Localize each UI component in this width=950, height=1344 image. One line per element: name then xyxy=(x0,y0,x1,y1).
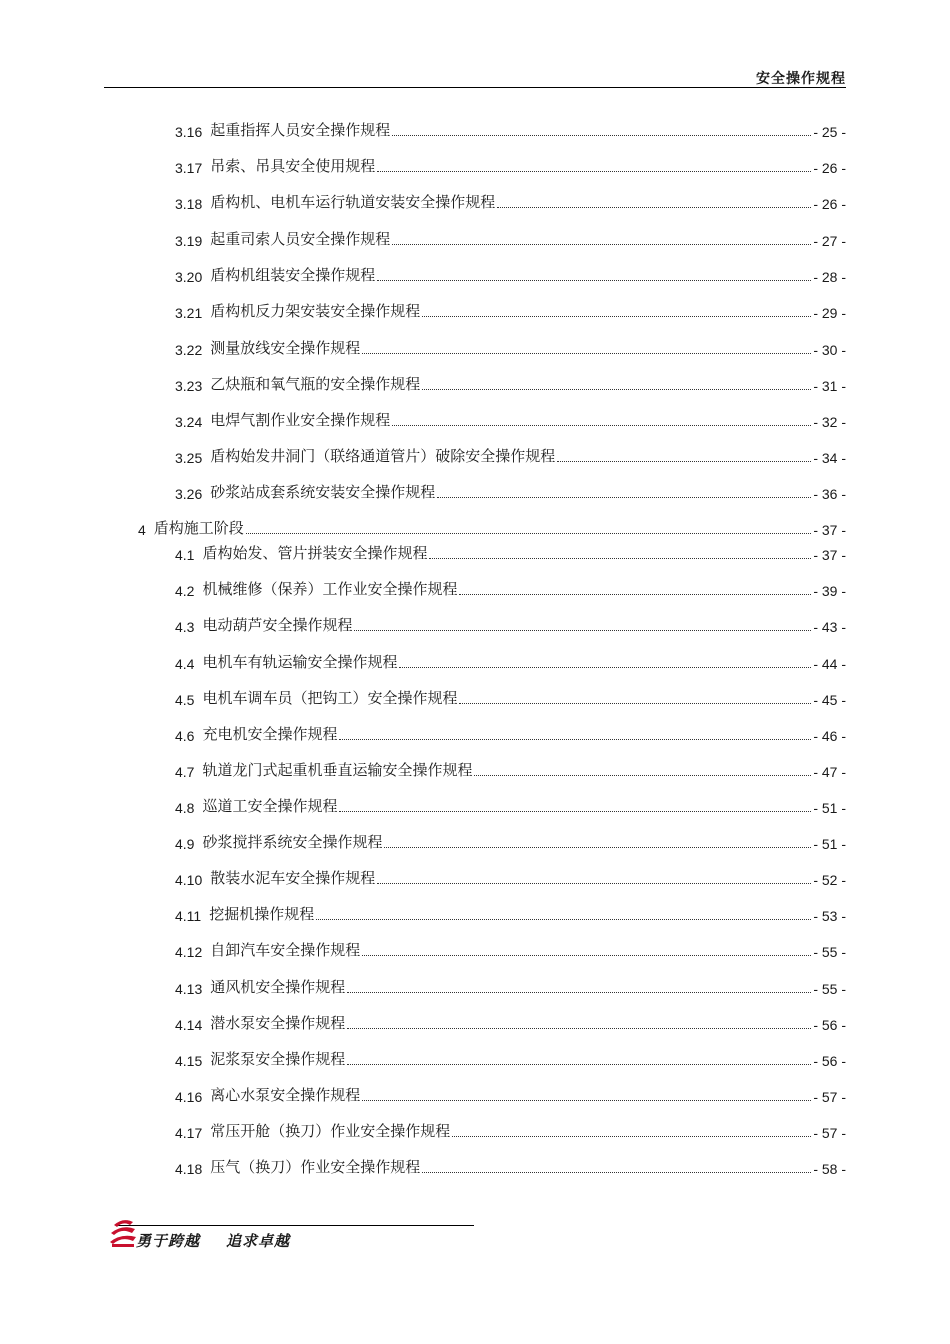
toc-entry-number: 4.13 xyxy=(175,981,203,997)
toc-dot-leader xyxy=(459,703,811,704)
toc-entry-title: 砂浆搅拌系统安全操作规程 xyxy=(202,833,383,851)
toc-dot-leader xyxy=(362,955,811,956)
toc-entry-page: - 46 - xyxy=(813,728,846,744)
toc-entry[interactable] xyxy=(138,518,846,538)
toc-entry-number: 3.23 xyxy=(175,378,203,394)
toc-entry-title: 电动葫芦安全操作规程 xyxy=(202,616,353,634)
toc-entry-title: 电机车有轨运输安全操作规程 xyxy=(202,653,398,671)
toc-entry-title: 起重司索人员安全操作规程 xyxy=(210,230,391,248)
toc-entry[interactable] xyxy=(175,301,846,321)
toc-entry-number: 3.18 xyxy=(175,196,203,212)
toc-dot-leader xyxy=(377,883,811,884)
toc-dot-leader xyxy=(362,353,811,354)
toc-entry[interactable] xyxy=(175,688,846,708)
toc-entry-title: 测量放线安全操作规程 xyxy=(210,339,361,357)
company-logo-icon xyxy=(108,1216,138,1250)
toc-entry[interactable] xyxy=(175,543,846,563)
toc-entry[interactable] xyxy=(175,724,846,744)
toc-dot-leader xyxy=(339,811,811,812)
toc-entry-number: 4.16 xyxy=(175,1089,203,1105)
toc-dot-leader xyxy=(392,135,811,136)
toc-entry[interactable] xyxy=(175,410,846,430)
toc-entry[interactable] xyxy=(175,1013,846,1033)
toc-entry-page: - 39 - xyxy=(813,583,846,599)
toc-entry-page: - 36 - xyxy=(813,486,846,502)
toc-entry-title: 盾构施工阶段 xyxy=(153,519,244,537)
toc-dot-leader xyxy=(354,630,811,631)
toc-entry[interactable] xyxy=(175,374,846,394)
toc-entry-number: 4.5 xyxy=(175,692,195,708)
toc-dot-leader xyxy=(557,461,811,462)
toc-dot-leader xyxy=(347,992,811,993)
toc-entry-page: - 32 - xyxy=(813,414,846,430)
toc-entry-title: 起重指挥人员安全操作规程 xyxy=(210,121,391,139)
toc-entry-number: 3.21 xyxy=(175,305,203,321)
toc-entry-page: - 27 - xyxy=(813,233,846,249)
toc-entry-title: 通风机安全操作规程 xyxy=(210,978,346,996)
toc-entry-title: 吊索、吊具安全使用规程 xyxy=(210,157,376,175)
toc-entry-title: 散装水泥车安全操作规程 xyxy=(210,869,376,887)
toc-entry-number: 3.22 xyxy=(175,342,203,358)
toc-entry-number: 4.4 xyxy=(175,656,195,672)
toc-entry[interactable] xyxy=(175,446,846,466)
toc-entry[interactable] xyxy=(175,868,846,888)
footer-slogan xyxy=(136,1230,290,1251)
toc-entry[interactable] xyxy=(175,482,846,502)
toc-entry[interactable] xyxy=(175,1121,846,1141)
toc-entry-title: 充电机安全操作规程 xyxy=(202,725,338,743)
toc-dot-leader xyxy=(347,1028,811,1029)
toc-entry-title: 盾构机反力架安装安全操作规程 xyxy=(210,302,421,320)
toc-entry-title: 离心水泵安全操作规程 xyxy=(210,1086,361,1104)
toc-dot-leader xyxy=(399,667,811,668)
toc-entry-page: - 55 - xyxy=(813,981,846,997)
toc-entry[interactable] xyxy=(175,1157,846,1177)
toc-dot-leader xyxy=(362,1100,811,1101)
toc-entry-page: - 57 - xyxy=(813,1089,846,1105)
toc-entry[interactable] xyxy=(175,120,846,140)
toc-entry[interactable] xyxy=(175,229,846,249)
toc-entry-number: 4.10 xyxy=(175,872,203,888)
toc-dot-leader xyxy=(316,919,811,920)
toc-entry-page: - 57 - xyxy=(813,1125,846,1141)
toc-dot-leader xyxy=(422,1172,811,1173)
toc-entry-page: - 26 - xyxy=(813,160,846,176)
toc-dot-leader xyxy=(384,847,811,848)
toc-entry-number: 4.12 xyxy=(175,944,203,960)
toc-dot-leader xyxy=(392,425,811,426)
toc-entry-page: - 51 - xyxy=(813,800,846,816)
toc-entry[interactable] xyxy=(175,265,846,285)
toc-entry-number: 4.15 xyxy=(175,1053,203,1069)
toc-entry-title: 砂浆站成套系统安装安全操作规程 xyxy=(210,483,436,501)
toc-dot-leader xyxy=(437,497,811,498)
toc-entry-number: 4.6 xyxy=(175,728,195,744)
toc-entry-page: - 37 - xyxy=(813,522,846,538)
toc-dot-leader xyxy=(347,1064,811,1065)
toc-entry-number: 4.14 xyxy=(175,1017,203,1033)
toc-entry-page: - 25 - xyxy=(813,124,846,140)
toc-dot-leader xyxy=(429,558,811,559)
toc-entry[interactable] xyxy=(175,904,846,924)
toc-dot-leader xyxy=(377,171,811,172)
toc-entry-title: 盾构始发井洞门（联络通道管片）破除安全操作规程 xyxy=(210,447,556,465)
toc-entry-title: 盾构机组装安全操作规程 xyxy=(210,266,376,284)
toc-entry-title: 常压开舱（换刀）作业安全操作规程 xyxy=(210,1122,451,1140)
footer-divider xyxy=(118,1225,474,1226)
toc-entry-page: - 30 - xyxy=(813,342,846,358)
toc-entry-number: 4.7 xyxy=(175,764,195,780)
toc-entry-number: 3.16 xyxy=(175,124,203,140)
toc-dot-leader xyxy=(422,316,811,317)
toc-entry-number: 4.17 xyxy=(175,1125,203,1141)
toc-entry-page: - 43 - xyxy=(813,619,846,635)
toc-entry-page: - 53 - xyxy=(813,908,846,924)
toc-entry-title: 机械维修（保养）工作业安全操作规程 xyxy=(202,580,458,598)
toc-entry-number: 3.24 xyxy=(175,414,203,430)
toc-entry-page: - 58 - xyxy=(813,1161,846,1177)
toc-entry[interactable] xyxy=(175,192,846,212)
toc-dot-leader xyxy=(246,533,812,534)
toc-entry[interactable] xyxy=(175,977,846,997)
toc-entry-title: 泥浆泵安全操作规程 xyxy=(210,1050,346,1068)
toc-entry-title: 盾构始发、管片拼装安全操作规程 xyxy=(202,544,428,562)
toc-entry-page: - 56 - xyxy=(813,1053,846,1069)
toc-dot-leader xyxy=(339,739,811,740)
toc-entry-title: 潜水泵安全操作规程 xyxy=(210,1014,346,1032)
toc-entry-title: 乙炔瓶和氧气瓶的安全操作规程 xyxy=(210,375,421,393)
toc-entry-title: 自卸汽车安全操作规程 xyxy=(210,941,361,959)
toc-entry-page: - 55 - xyxy=(813,944,846,960)
toc-entry-number: 4.8 xyxy=(175,800,195,816)
toc-entry-title: 电焊气割作业安全操作规程 xyxy=(210,411,391,429)
toc-entry[interactable] xyxy=(175,652,846,672)
toc-entry[interactable] xyxy=(175,940,846,960)
toc-entry-page: - 51 - xyxy=(813,836,846,852)
toc-dot-leader xyxy=(459,594,811,595)
toc-entry-number: 3.19 xyxy=(175,233,203,249)
toc-entry-number: 4.18 xyxy=(175,1161,203,1177)
toc-entry-page: - 45 - xyxy=(813,692,846,708)
slogan-right: 追求卓越 xyxy=(226,1232,291,1250)
toc-entry-page: - 28 - xyxy=(813,269,846,285)
toc-entry[interactable] xyxy=(175,760,846,780)
toc-entry[interactable] xyxy=(175,1049,846,1069)
toc-entry[interactable] xyxy=(175,615,846,635)
toc-entry-title: 盾构机、电机车运行轨道安装安全操作规程 xyxy=(210,193,496,211)
toc-entry-number: 3.26 xyxy=(175,486,203,502)
toc-dot-leader xyxy=(474,775,811,776)
toc-entry-number: 4.9 xyxy=(175,836,195,852)
toc-dot-leader xyxy=(392,244,811,245)
toc-entry-number: 3.17 xyxy=(175,160,203,176)
toc-entry-page: - 37 - xyxy=(813,547,846,563)
toc-entry-page: - 44 - xyxy=(813,656,846,672)
toc-dot-leader xyxy=(452,1136,811,1137)
toc-entry-page: - 56 - xyxy=(813,1017,846,1033)
header-title: 安全操作规程 xyxy=(756,71,846,87)
toc-entry[interactable] xyxy=(175,338,846,358)
toc-entry-page: - 47 - xyxy=(813,764,846,780)
toc-entry-number: 4.3 xyxy=(175,619,195,635)
toc-entry-title: 压气（换刀）作业安全操作规程 xyxy=(210,1158,421,1176)
toc-entry-title: 电机车调车员（把钩工）安全操作规程 xyxy=(202,689,458,707)
toc-entry[interactable] xyxy=(175,832,846,852)
toc-entry-title: 巡道工安全操作规程 xyxy=(202,797,338,815)
toc-entry-number: 3.20 xyxy=(175,269,203,285)
toc-entry-number: 4.1 xyxy=(175,547,195,563)
toc-entry[interactable] xyxy=(175,1085,846,1105)
toc-entry[interactable] xyxy=(175,796,846,816)
toc-entry-page: - 34 - xyxy=(813,450,846,466)
toc-entry[interactable] xyxy=(175,579,846,599)
toc-entry[interactable] xyxy=(175,156,846,176)
toc-entry-number: 4 xyxy=(138,522,146,538)
toc-entry-page: - 31 - xyxy=(813,378,846,394)
toc-entry-page: - 52 - xyxy=(813,872,846,888)
toc-dot-leader xyxy=(377,280,811,281)
slogan-left: 勇于跨越 xyxy=(136,1232,201,1250)
toc-entry-number: 3.25 xyxy=(175,450,203,466)
toc-entry-page: - 29 - xyxy=(813,305,846,321)
toc-entry-number: 4.2 xyxy=(175,583,195,599)
toc-entry-number: 4.11 xyxy=(175,908,202,924)
toc-entry-title: 挖掘机操作规程 xyxy=(209,905,315,923)
toc-dot-leader xyxy=(422,389,811,390)
toc-entry-page: - 26 - xyxy=(813,196,846,212)
toc-dot-leader xyxy=(497,207,811,208)
toc-entry-title: 轨道龙门式起重机垂直运输安全操作规程 xyxy=(202,761,473,779)
